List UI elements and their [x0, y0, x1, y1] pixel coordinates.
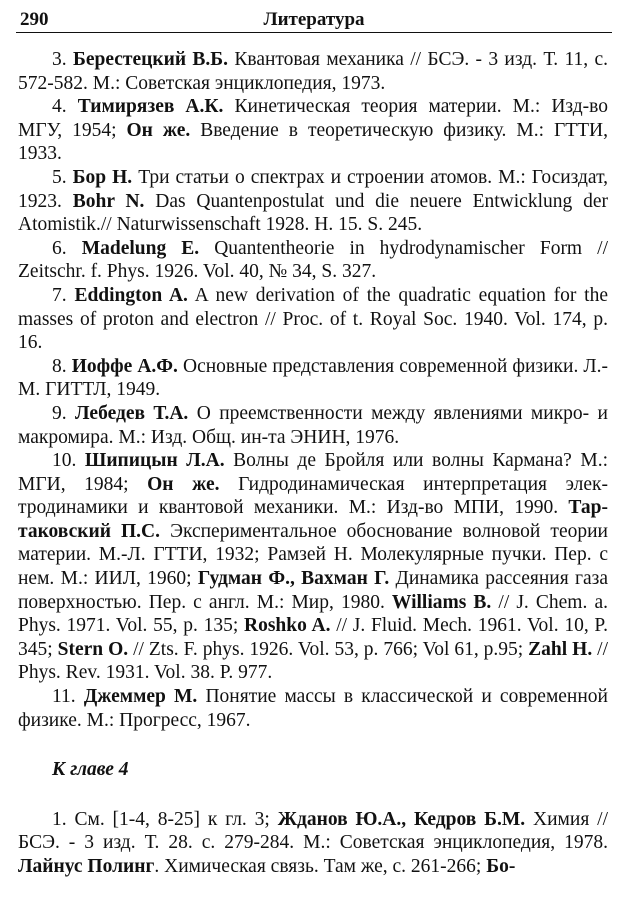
reference-author: Гудман Ф., Вахман Г.	[197, 568, 390, 590]
reference-list	[18, 48, 608, 732]
reference-number: 1.	[52, 808, 75, 830]
reference-author: Джеммер М.	[83, 686, 198, 708]
reference-text: Квантовая механика // БСЭ. - 3 изд. Т. 11, с. 572-582. М.: Советская энциклопедия, 1973.	[18, 49, 608, 94]
reference-text: A new derivation of the quadratic equation for the masses of proton and electron // Proc. of t. Royal Soc. 1940. Vol. 174, p. 16.	[18, 284, 609, 354]
reference-text: // Phys. Rev. 1931. Vol. 38. P. 977.	[18, 638, 608, 684]
reference-author: Бор Н.	[72, 166, 133, 188]
reference-text: О преемственности между явлениями микро- и макромира. М.: Изд. Общ. ин-та ЭНИН, 1976.	[18, 402, 608, 448]
reference-text: Понятие массы в классической и современной физике. М.: Прогресс, 1967.	[18, 686, 608, 731]
reference-author: Лайнус Полинг	[18, 856, 155, 877]
reference-item	[18, 449, 608, 685]
reference-author: Берестецкий В.Б.	[72, 49, 229, 70]
reference-author: Он же.	[126, 119, 191, 141]
reference-number: 8.	[52, 355, 72, 377]
reference-author: Тартаковский П.С.	[18, 497, 608, 542]
reference-text: Das Quantenpostulat und die neuere Entwicklung der Atomistik.// Naturwissenschaft 1928. H. 15. S. 245.	[18, 190, 608, 236]
reference-text: Химия // БСЭ. - 3 изд. Т. 28. с. 279-284. М.: Советская энциклопедия, 1978.	[18, 808, 608, 854]
page-number: 290	[20, 9, 49, 30]
reference-author: Zahl H.	[528, 638, 593, 660]
reference-number: 10.	[52, 450, 85, 472]
reference-list	[18, 808, 608, 879]
reference-item	[18, 48, 608, 95]
reference-number: 5.	[52, 166, 73, 188]
reference-author: Williams B.	[391, 591, 492, 613]
reference-number: 6.	[52, 237, 82, 259]
reference-number: 3.	[52, 49, 73, 70]
reference-text: Гидродинамическая интерпретация электродинамики и квантовой механики. М.: Изд-во МПИ, 1990.	[18, 473, 608, 519]
reference-item	[18, 95, 608, 166]
reference-text: Quantentheorie in hydrodynamischer Form // Zeitschr. f. Phys. 1926. Vol. 40, № 34, S. 327.	[18, 237, 608, 283]
reference-number: 9.	[52, 402, 76, 424]
reference-item	[18, 284, 608, 355]
reference-text: Волны де Бройля или волны Кармана? М.: МГИ, 1984;	[18, 450, 608, 495]
reference-text: Кинетическая теория материи. М.: Изд-во МГУ, 1954;	[18, 96, 608, 141]
reference-author: Жданов Ю.А., Кедров Б.М.	[277, 808, 526, 830]
reference-text: Экспериментальное обоснование волновой теории материи. М.-Л. ГТТИ, 1932; Рамзей Н. Молекулярные пучки. Пер. с нем. М.: ИИЛ, 1960;	[18, 520, 608, 590]
reference-item	[18, 808, 608, 879]
reference-text: Три статьи о спектрах и строении атомов. М.: Госиздат, 1923.	[18, 166, 609, 212]
reference-number: 11.	[52, 686, 84, 708]
reference-author: Madelung E.	[81, 237, 200, 259]
reference-author: Тимирязев А.К.	[77, 96, 224, 118]
reference-text: . Химическая связь. Там же, с. 261-266;	[154, 856, 487, 877]
reference-text: Введение в теоретическую физику. М.: ГТТИ, 1933.	[18, 119, 609, 165]
reference-author: Лебедев Т.А.	[75, 402, 189, 424]
reference-author: Stern O.	[57, 638, 129, 660]
reference-text: Динамика рассеяния газа поверхностью. Пер. с англ. М.: Мир, 1980.	[18, 568, 608, 613]
reference-item	[18, 166, 608, 237]
reference-author: Roshko A.	[243, 615, 331, 637]
page-body	[18, 48, 608, 879]
reference-item	[18, 355, 608, 402]
reference-item	[18, 237, 608, 284]
section-heading: К главе 4	[52, 759, 129, 781]
running-title: Литература	[263, 9, 365, 30]
reference-text: // J. Fluid. Mech. 1961. Vol. 10, P. 345;	[18, 615, 608, 660]
reference-author: Шипицын Л.А.	[84, 450, 225, 472]
reference-author: Иоффе А.Ф.	[71, 355, 178, 377]
reference-text: // Zts. F. phys. 1926. Vol. 53, p. 766; Vol 61, p.95;	[128, 638, 529, 660]
reference-item	[18, 402, 608, 449]
page-header	[16, 8, 612, 33]
reference-author: Bohr N.	[72, 190, 145, 212]
reference-text: См. [1-4, 8-25] к гл. 3;	[74, 808, 278, 830]
reference-author: Eddington A.	[74, 284, 188, 306]
reference-text: Основные представления современной физики. Л.-М. ГИТТЛ, 1949.	[18, 355, 609, 401]
reference-item	[18, 685, 608, 732]
reference-number: 4.	[52, 96, 78, 118]
reference-number: 7.	[52, 284, 75, 306]
reference-author: Бо-	[486, 856, 516, 877]
reference-author: Он же.	[147, 473, 220, 495]
reference-text: // J. Chem. a. Phys. 1971. Vol. 55, p. 135;	[18, 591, 608, 637]
